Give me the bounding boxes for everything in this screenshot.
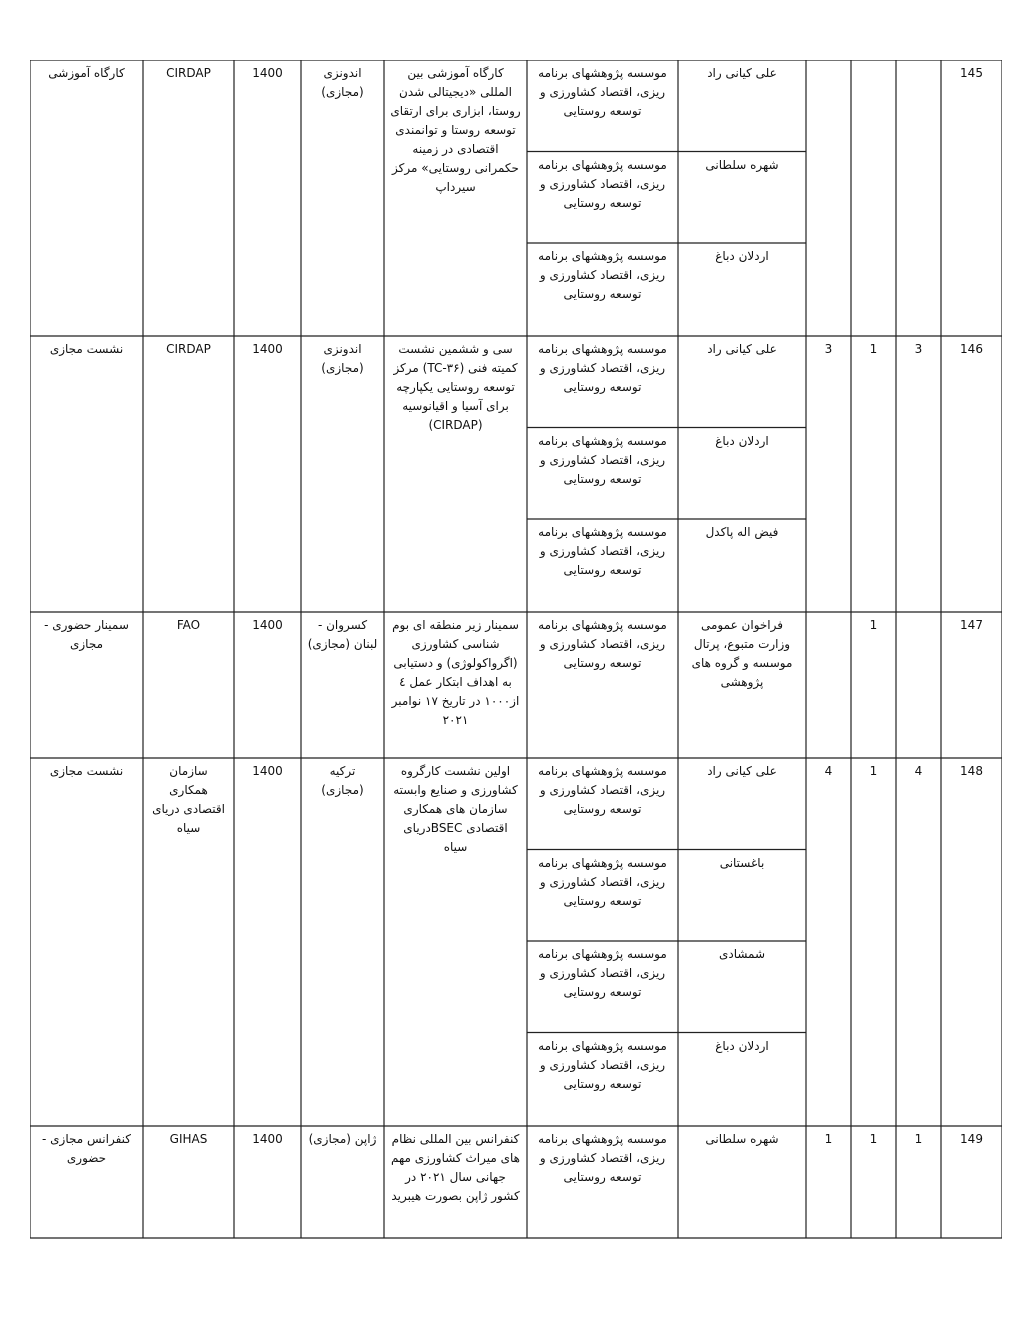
row-149-col-c: 1: [914, 1132, 923, 1146]
participant-name: علی کیانی راد: [707, 342, 777, 356]
participant-organization: موسسه پژوهشهای برنامه ریزی، اقتصاد کشاورزی و توسعه روستایی: [538, 618, 667, 670]
row-149-number: 149: [960, 1132, 983, 1146]
row-147-number: 147: [960, 618, 983, 632]
participant-organization: موسسه پژوهشهای برنامه ریزی، اقتصاد کشاورزی و توسعه روستایی: [538, 1132, 667, 1184]
row-148-title: اولین نشست کارگروه کشاورزی و صنایع وابسته سازمان های همکاری اقتصادی BSECدریای سیاه: [393, 764, 518, 854]
row-146-col-a: 3: [824, 342, 833, 356]
row-149-col-b: 1: [869, 1132, 878, 1146]
row-146-number: 146: [960, 342, 983, 356]
participant-name: اردلان دباغ: [715, 433, 769, 448]
row-146-organizer: CIRDAP: [166, 342, 211, 356]
row-146-type: نشست مجازی: [49, 342, 124, 356]
participant-organization: موسسه پژوهشهای برنامه ریزی، اقتصاد کشاورزی و توسعه روستایی: [538, 947, 667, 999]
row-148-location: ترکیه (مجازی): [321, 764, 364, 797]
row-148-col-a: 4: [824, 764, 833, 778]
row-148-number: 148: [960, 764, 983, 778]
participant-name: اردلان دباغ: [715, 249, 769, 263]
participant-name: باغستانی: [719, 855, 765, 870]
row-148-col-b: 1: [869, 764, 878, 778]
participant-name: علی کیانی راد: [707, 764, 777, 778]
participant-organization: موسسه پژوهشهای برنامه ریزی، اقتصاد کشاورزی و توسعه روستایی: [538, 66, 667, 118]
participant-name: فراخوان عمومی وزارت متبوع، پرتال موسسه و گروه های پژوهشی: [691, 618, 793, 689]
row-149-year: 1400: [252, 1132, 283, 1146]
participant-name: شمشادی: [718, 947, 766, 961]
row-147-col-b: 1: [869, 618, 878, 632]
row-149-type: کنفرانس مجازی - حضوری: [42, 1132, 131, 1165]
participant-organization: موسسه پژوهشهای برنامه ریزی، اقتصاد کشاورزی و توسعه روستایی: [538, 249, 667, 301]
row-146-col-c: 3: [914, 342, 923, 356]
row-145-year: 1400: [252, 66, 283, 80]
row-145-col-b: [851, 60, 896, 336]
participant-name: علی کیانی راد: [707, 66, 777, 80]
participant-name: شهره سلطانی: [705, 1132, 779, 1146]
row-149-col-a: 1: [824, 1132, 833, 1146]
participant-name: شهره سلطانی: [705, 157, 779, 172]
row-145-number: 145: [960, 66, 983, 80]
row-147-location: کسروان - لبنان (مجازی): [307, 618, 378, 651]
participant-organization: موسسه پژوهشهای برنامه ریزی، اقتصاد کشاورزی و توسعه روستایی: [538, 764, 667, 816]
row-145-organizer: CIRDAP: [166, 66, 211, 80]
row-148-col-c: 4: [914, 764, 923, 778]
row-147-type: سمینار حضوری - مجازی: [44, 618, 129, 651]
row-145-col-c: [896, 60, 941, 336]
row-147-organizer: FAO: [176, 618, 201, 632]
row-145-col-a: [806, 60, 851, 336]
row-145-title: کارگاه آموزشی بین المللی «دیجیتالی شدن روستا، ابزاری برای ارتقای توسعه روستا و توانمندی اقتصادی در زمینه حکمرانی روستایی» مرکز سیرداپ: [390, 66, 521, 194]
row-149-title: کنفرانس بین المللی نظام های میراث کشاورزی مهم جهانی سال ۲۰۲۱ در کشور ژاپن بصورت هیبرید: [391, 1132, 520, 1203]
row-148-type: نشست مجازی: [49, 764, 124, 778]
row-147-col-c: [896, 612, 941, 758]
participant-organization: موسسه پژوهشهای برنامه ریزی، اقتصاد کشاورزی و توسعه روستایی: [538, 525, 667, 577]
row-146-col-b: 1: [869, 342, 878, 356]
row-147-title: سمینار زیر منطقه ای بوم شناسی کشاورزی (اگرواکولوژی) و دستیابی به اهداف ابتکار عمل ٤ از۱۰۰۰ در تاریخ ۱۷ نوامبر ۲۰۲۱: [391, 618, 520, 727]
row-146-year: 1400: [252, 342, 283, 356]
row-146-title: سی و ششمین نشست کمیته فنی (TC-۳۶) مرکز توسعه روستایی یکپارچه برای آسیا و اقیانوسیه (CIRDAP): [393, 342, 518, 432]
participant-organization: موسسه پژوهشهای برنامه ریزی، اقتصاد کشاورزی و توسعه روستایی: [538, 855, 667, 908]
row-149-location: ژاپن (مجازی): [308, 1132, 377, 1146]
participant-organization: موسسه پژوهشهای برنامه ریزی، اقتصاد کشاورزی و توسعه روستایی: [538, 342, 667, 394]
row-148-year: 1400: [252, 764, 283, 778]
activities-table: [30, 60, 1002, 1240]
row-145-location: اندونزی (مجازی): [321, 66, 364, 99]
row-149-organizer: GIHAS: [169, 1132, 208, 1146]
participant-organization: موسسه پژوهشهای برنامه ریزی، اقتصاد کشاورزی و توسعه روستایی: [538, 157, 667, 210]
row-145-type: کارگاه آموزشی: [48, 66, 125, 80]
row-147-col-a: [806, 612, 851, 758]
row-148-organizer: سازمان همکاری اقتصادی دریای سیاه: [152, 764, 225, 835]
participant-name: اردلان دباغ: [715, 1038, 769, 1053]
participant-organization: موسسه پژوهشهای برنامه ریزی، اقتصاد کشاورزی و توسعه روستایی: [538, 1038, 667, 1091]
participant-name: فیض اله پاکدل: [705, 525, 779, 539]
participant-organization: موسسه پژوهشهای برنامه ریزی، اقتصاد کشاورزی و توسعه روستایی: [538, 433, 667, 486]
row-147-year: 1400: [252, 618, 283, 632]
row-146-location: اندونزی (مجازی): [321, 342, 364, 375]
